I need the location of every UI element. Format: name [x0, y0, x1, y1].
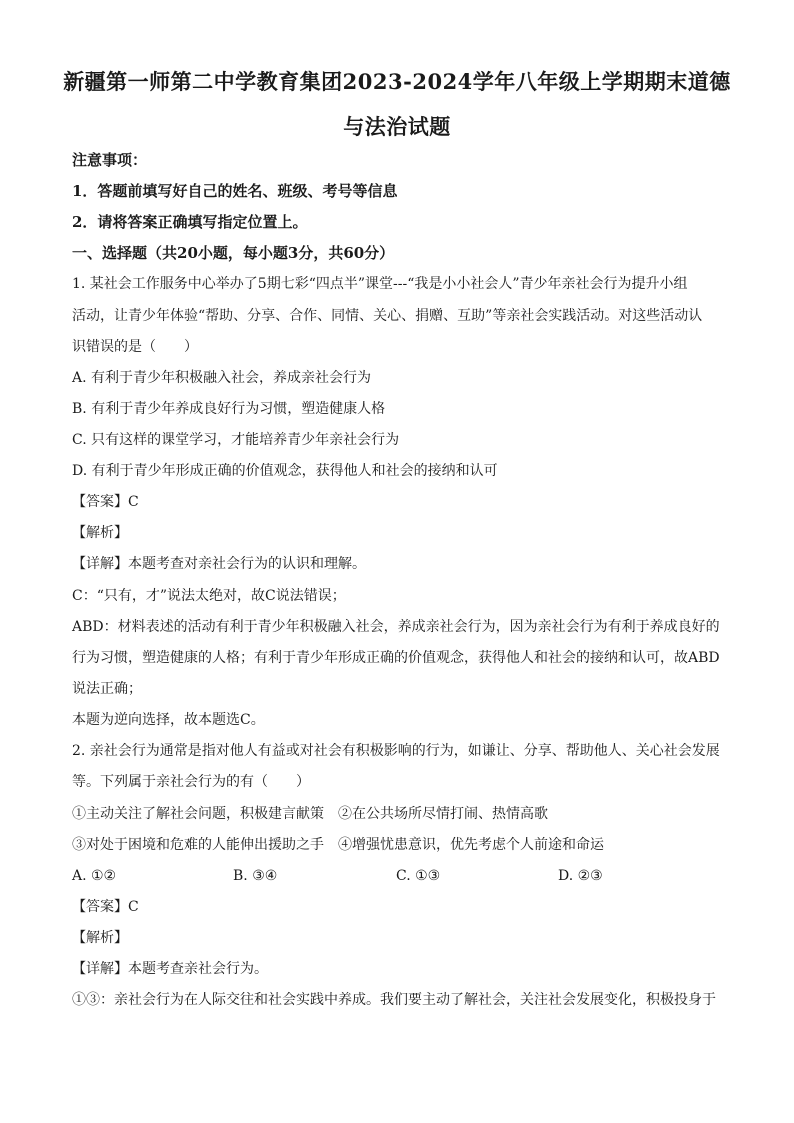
- q2-items-3-4: ③对处于困境和危难的人能伸出援助之手 ④增强忧患意识，优先考虑个人前途和命运: [72, 837, 604, 853]
- q2-detail: 【详解】本题考查亲社会行为。: [72, 961, 268, 977]
- q2-option-b: B. ③④: [233, 868, 278, 884]
- q2-stem-line1: 2. 亲社会行为通常是指对他人有益或对社会有积极影响的行为，如谦让、分享、帮助他人、关心社会发展: [72, 743, 720, 759]
- q1-explanation-3: 本题为逆向选择，故本题选C。: [72, 712, 265, 728]
- q1-answer: 【答案】C: [72, 494, 139, 510]
- q2-option-d: D. ②③: [558, 868, 603, 884]
- notes-heading: 注意事项：: [72, 151, 148, 169]
- q2-analysis-label: 【解析】: [72, 930, 128, 946]
- q1-explanation-2b: 行为习惯，塑造健康的人格；有利于青少年形成正确的价值观念，获得他人和社会的接纳和认可，故ABD: [72, 650, 720, 666]
- q2-items-1-2: ①主动关注了解社会问题，积极建言献策 ②在公共场所尽情打闹、热情高歌: [72, 806, 548, 822]
- q1-option-d: D. 有利于青少年形成正确的价值观念，获得他人和社会的接纳和认可: [72, 463, 498, 479]
- notes-item-2: 2．请将答案正确填写指定位置上。: [72, 213, 308, 231]
- q1-stem-line3: 识错误的是（ ）: [72, 339, 198, 355]
- page-title-line2: 与法治试题: [343, 114, 451, 139]
- q1-option-c: C. 只有这样的课堂学习，才能培养青少年亲社会行为: [72, 432, 400, 448]
- q1-option-a: A. 有利于青少年积极融入社会，养成亲社会行为: [72, 370, 372, 386]
- q1-stem-line1: 1. 某社会工作服务中心举办了5期七彩“四点半”课堂---“我是小小社会人”青少年亲社会行为提升小组: [72, 276, 688, 292]
- notes-item-1: 1．答题前填写好自己的姓名、班级、考号等信息: [72, 182, 398, 200]
- q1-explanation-2c: 说法正确；: [72, 681, 142, 697]
- q2-explanation-1: ①③：亲社会行为在人际交往和社会实践中养成。我们要主动了解社会，关注社会发展变化，积极投身于: [72, 992, 716, 1008]
- page-title-line1: 新疆第一师第二中学教育集团2023-2024学年八年级上学期期末道德: [63, 69, 731, 94]
- q2-stem-line2: 等。下列属于亲社会行为的有（ ）: [72, 774, 310, 790]
- q2-option-a: A. ①②: [72, 868, 117, 884]
- q2-option-c: C. ①③: [396, 868, 441, 884]
- q1-option-b: B. 有利于青少年养成良好行为习惯，塑造健康人格: [72, 401, 386, 417]
- q1-analysis-label: 【解析】: [72, 525, 128, 541]
- q1-detail: 【详解】本题考查对亲社会行为的认识和理解。: [72, 556, 366, 572]
- q1-explanation-1: C：“只有，才”说法太绝对，故C说法错误；: [72, 588, 346, 604]
- q2-answer: 【答案】C: [72, 899, 139, 915]
- section-heading: 一、选择题（共20小题，每小题3分，共60分）: [72, 244, 395, 262]
- q1-stem-line2: 活动，让青少年体验“帮助、分享、合作、同情、关心、捐赠、互助”等亲社会实践活动。对这些活动认: [72, 308, 703, 324]
- q1-explanation-2a: ABD：材料表述的活动有利于青少年积极融入社会，养成亲社会行为，因为亲社会行为有利于养成良好的: [72, 619, 720, 635]
